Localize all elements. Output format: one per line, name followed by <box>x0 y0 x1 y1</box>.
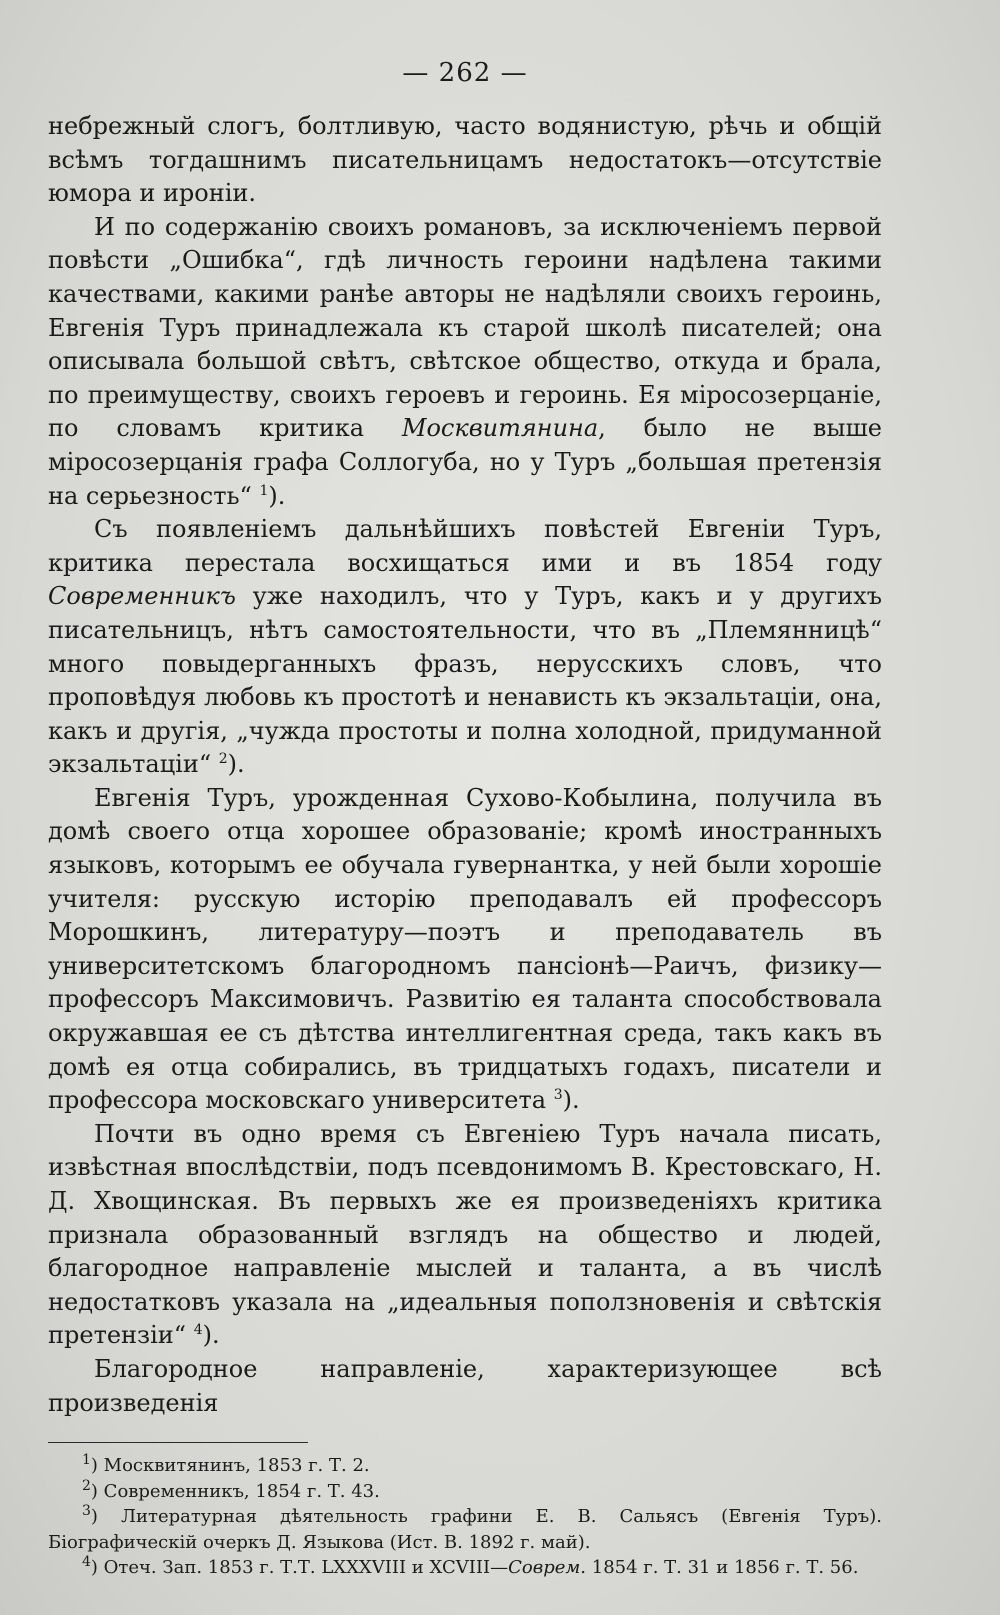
italic-title: Современникъ <box>48 582 236 611</box>
paragraph <box>48 513 882 782</box>
text-run: , было не выше міросозерцанія графа Соллогуба, но у Туръ „большая претензія на серьезность“ <box>48 414 882 510</box>
text-run: Евгенія Туръ, урожденная Сухово-Кобылина, получила въ домѣ своего отца хорошее образованіе; кромѣ иностранныхъ языковъ, которымъ ее обучала гувернантка, у ней были хорошіе учителя: русскую исторію преподавалъ ей профессоръ Морошкинъ, литературу—поэтъ и преподаватель въ университетскомъ благородномъ пансіонѣ—Раичъ, физику—профессоръ Максимовичъ. Развитію ея таланта способствовала окружавшая ее съ дѣтства интеллигентная среда, такъ какъ въ домѣ ея отца собирались, въ тридцатыхъ годахъ, писатели и профессора московскаго университета <box>48 783 882 1115</box>
text-run: ) Современникъ, 1854 г. Т. 43. <box>90 1480 380 1502</box>
text-run: Съ появленіемъ дальнѣйшихъ повѣстей Евгеніи Туръ, критика перестала восхищаться ими и въ 1854 году <box>48 515 882 577</box>
footnote-marker: 3 <box>553 1087 563 1104</box>
text-run: ) Отеч. Зап. 1853 г. Т.Т. LXXXVIII и XCVIII— <box>90 1557 509 1579</box>
footnote-marker: 2 <box>82 1477 91 1494</box>
text-run: Почти въ одно время съ Евгеніею Туръ начала писать, извѣстная впослѣдствіи, подъ псевдонимомъ В. Крестовскаго, Н. Д. Хвощинская. Въ первыхъ же ея произведеніяхъ критика признала образованный взглядъ на общество и людей, благородное направленіе мыслей и таланта, а въ числѣ недостатковъ указала на „идеальныя поползновенія и свѣтскія претензіи“ <box>48 1119 882 1350</box>
text-run: ). <box>202 1321 220 1350</box>
body-text <box>48 110 882 1420</box>
footnote <box>48 1479 882 1505</box>
footnote-marker: 2 <box>218 751 228 768</box>
text-run: ). <box>562 1086 580 1115</box>
page-number: — 262 — <box>402 58 528 88</box>
text-run: Благородное направленіе, характеризующее всѣ произведенія <box>48 1354 882 1417</box>
paragraph <box>48 211 882 513</box>
paragraph <box>48 1353 882 1420</box>
text-run: 1854 г. Т. 31 и 1856 г. Т. 56. <box>586 1557 859 1579</box>
text-run: небрежный слогъ, болтливую, часто водянистую, рѣчь и общій всѣмъ тогдашнимъ писательницамъ недостатокъ—отсутствіе юмора и ироніи. <box>48 112 882 208</box>
footnote <box>48 1504 882 1555</box>
paragraph <box>48 110 882 211</box>
footnote <box>48 1555 882 1581</box>
footnotes <box>48 1453 882 1581</box>
text-run: уже находилъ, что у Туръ, какъ и у другихъ писательницъ, нѣтъ самостоятельности, что въ „Племянницѣ“ много повыдерганныхъ фразъ, нерусскихъ словъ, что проповѣдуя любовь къ простотѣ и ненависть къ экзальтаціи, она, какъ и другія, „чужда простоты и полна холодной, придуманной экзальтаціи“ <box>48 582 882 779</box>
text-run: ). <box>227 750 245 779</box>
text-run: ) Литературная дѣятельность графини Е. В. Сальясъ (Евгенія Туръ). Біографическій очеркъ Д. Языкова (Ист. В. 1892 г. май). <box>48 1506 882 1553</box>
text-run: И по содержанію своихъ романовъ, за исключеніемъ первой повѣсти „Ошибка“, гдѣ личность героини надѣлена такими качествами, какими ранѣе авторы не надѣляли своихъ героинь, Евгенія Туръ принадлежала къ старой школѣ писателей; она описывала большой свѣтъ, свѣтское общество, откуда и брала, по преимуществу, своихъ героевъ и героинь. Ея міросозерцаніе, по словамъ критика <box>48 212 882 443</box>
italic-title: Соврем. <box>508 1557 587 1579</box>
footnote-marker: 1 <box>82 1452 91 1469</box>
footnote-marker: 3 <box>82 1503 91 1520</box>
paragraph <box>48 782 882 1118</box>
footnote-divider <box>48 1442 308 1443</box>
text-run: ). <box>268 481 286 510</box>
footnote-marker: 4 <box>82 1554 91 1571</box>
footnote-marker: 1 <box>259 482 269 499</box>
footnote <box>48 1453 882 1479</box>
text-run: ) Москвитянинъ, 1853 г. Т. 2. <box>90 1455 370 1477</box>
paragraph <box>48 1118 882 1353</box>
footnote-marker: 4 <box>193 1322 203 1339</box>
italic-title: Москвитянина <box>401 414 599 443</box>
